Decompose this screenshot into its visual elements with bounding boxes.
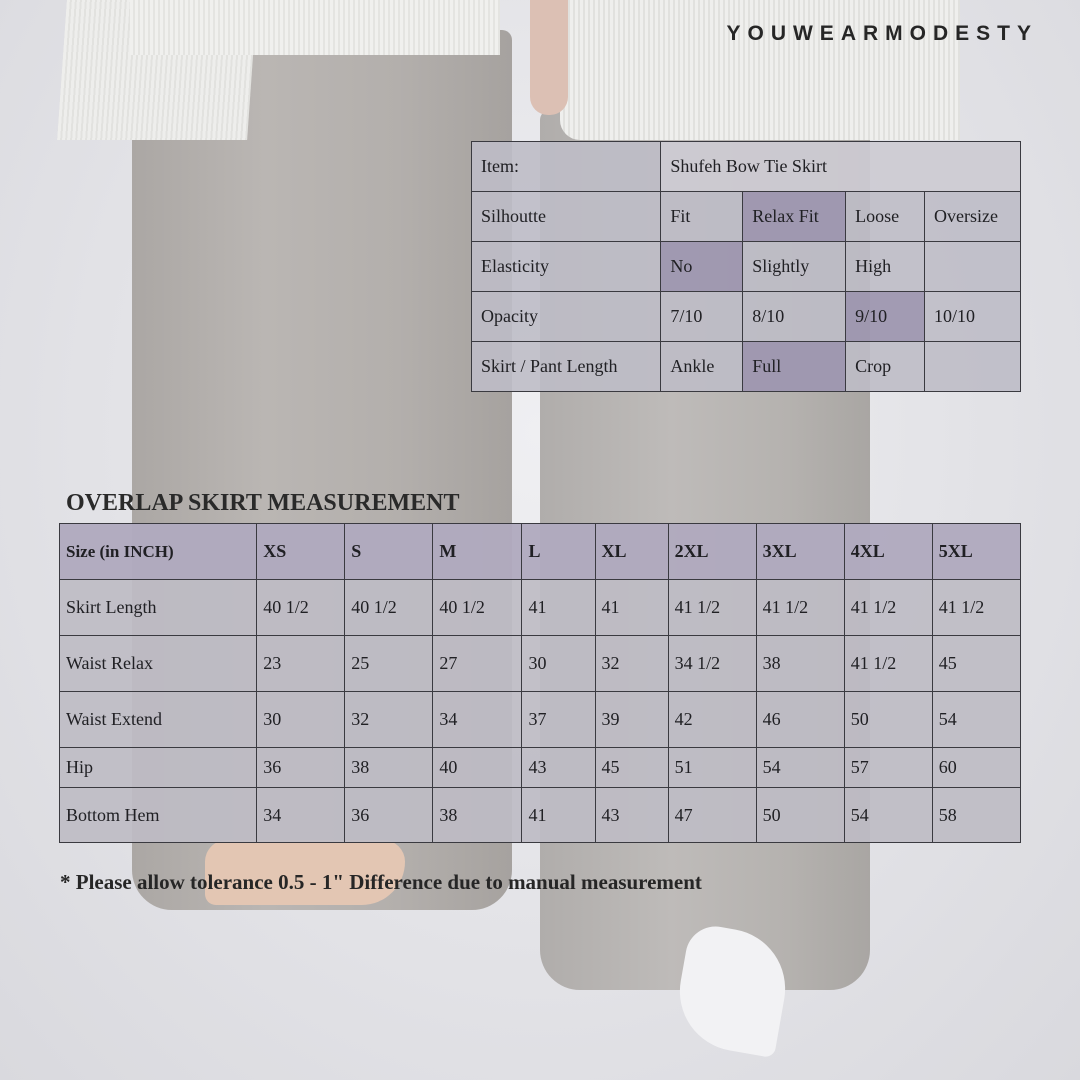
- size-value: 41: [522, 788, 595, 843]
- size-value: 32: [595, 636, 668, 692]
- size-header-cell: 3XL: [756, 524, 844, 580]
- size-value: 40: [433, 748, 522, 788]
- size-value: 41: [522, 580, 595, 636]
- size-value: 30: [522, 636, 595, 692]
- attr-option-empty: [925, 342, 1021, 392]
- size-header-row: [60, 524, 1021, 580]
- size-header-cell: 2XL: [668, 524, 756, 580]
- attr-option-selected: 9/10: [846, 292, 925, 342]
- attr-option: 8/10: [743, 292, 846, 342]
- size-value: 40 1/2: [433, 580, 522, 636]
- size-value: 38: [756, 636, 844, 692]
- size-value: 30: [257, 692, 345, 748]
- attr-option: 10/10: [925, 292, 1021, 342]
- size-value: 38: [433, 788, 522, 843]
- size-value: 37: [522, 692, 595, 748]
- attr-row-length: [472, 342, 1021, 392]
- attr-label: Item:: [472, 142, 661, 192]
- size-value: 36: [257, 748, 345, 788]
- attr-option: 7/10: [661, 292, 743, 342]
- size-value: 41 1/2: [844, 580, 932, 636]
- size-value: 34: [257, 788, 345, 843]
- attr-label: Silhoutte: [472, 192, 661, 242]
- tolerance-note: * Please allow tolerance 0.5 - 1" Difference due to manual measurement: [60, 870, 702, 894]
- size-value: 50: [756, 788, 844, 843]
- attr-option: Oversize: [925, 192, 1021, 242]
- attr-option-selected: Relax Fit: [743, 192, 846, 242]
- size-row-bottom-hem: [60, 788, 1021, 843]
- size-row-hip: [60, 748, 1021, 788]
- row-label: Hip: [60, 748, 257, 788]
- attr-row-opacity: [472, 292, 1021, 342]
- size-value: 34: [433, 692, 522, 748]
- item-name: Shufeh Bow Tie Skirt: [661, 142, 1021, 192]
- measurement-title: OVERLAP SKIRT MEASUREMENT: [66, 490, 460, 516]
- size-value: 36: [345, 788, 433, 843]
- size-value: 41 1/2: [668, 580, 756, 636]
- product-attribute-table: [471, 141, 1021, 392]
- attr-option-selected: No: [661, 242, 743, 292]
- size-value: 27: [433, 636, 522, 692]
- size-value: 58: [932, 788, 1020, 843]
- row-label: Waist Relax: [60, 636, 257, 692]
- size-value: 57: [844, 748, 932, 788]
- size-row-waist-extend: [60, 692, 1021, 748]
- size-row-waist-relax: [60, 636, 1021, 692]
- attr-label: Elasticity: [472, 242, 661, 292]
- size-header-cell: XS: [257, 524, 345, 580]
- attr-option: Crop: [846, 342, 925, 392]
- attr-label: Opacity: [472, 292, 661, 342]
- model-shirt-right: [560, 0, 960, 140]
- size-value: 41 1/2: [756, 580, 844, 636]
- row-label: Bottom Hem: [60, 788, 257, 843]
- size-value: 54: [756, 748, 844, 788]
- size-value: 34 1/2: [668, 636, 756, 692]
- attr-option-selected: Full: [743, 342, 846, 392]
- size-value: 41 1/2: [932, 580, 1020, 636]
- size-header-cell: 5XL: [932, 524, 1020, 580]
- size-measurement-table: [59, 523, 1021, 843]
- size-value: 41 1/2: [844, 636, 932, 692]
- model-shirt-top: [130, 0, 500, 55]
- size-value: 23: [257, 636, 345, 692]
- size-value: 32: [345, 692, 433, 748]
- model-hand: [530, 0, 568, 115]
- row-label: Skirt Length: [60, 580, 257, 636]
- size-header-cell: M: [433, 524, 522, 580]
- size-header-cell: L: [522, 524, 595, 580]
- attr-row-item: [472, 142, 1021, 192]
- attr-label: Skirt / Pant Length: [472, 342, 661, 392]
- size-value: 47: [668, 788, 756, 843]
- size-value: 45: [595, 748, 668, 788]
- size-value: 25: [345, 636, 433, 692]
- size-value: 42: [668, 692, 756, 748]
- attr-row-silhouette: [472, 192, 1021, 242]
- size-header-cell: S: [345, 524, 433, 580]
- row-label: Waist Extend: [60, 692, 257, 748]
- size-value: 43: [522, 748, 595, 788]
- size-row-skirt-length: [60, 580, 1021, 636]
- size-value: 43: [595, 788, 668, 843]
- size-value: 50: [844, 692, 932, 748]
- attr-option: High: [846, 242, 925, 292]
- size-value: 54: [844, 788, 932, 843]
- size-value: 46: [756, 692, 844, 748]
- attr-option: Slightly: [743, 242, 846, 292]
- size-value: 41: [595, 580, 668, 636]
- attr-option-empty: [925, 242, 1021, 292]
- attr-option: Loose: [846, 192, 925, 242]
- size-header-cell: 4XL: [844, 524, 932, 580]
- size-value: 45: [932, 636, 1020, 692]
- size-value: 38: [345, 748, 433, 788]
- size-header-cell: Size (in INCH): [60, 524, 257, 580]
- size-value: 39: [595, 692, 668, 748]
- size-value: 51: [668, 748, 756, 788]
- size-value: 54: [932, 692, 1020, 748]
- size-value: 40 1/2: [257, 580, 345, 636]
- attr-option: Ankle: [661, 342, 743, 392]
- size-value: 40 1/2: [345, 580, 433, 636]
- size-value: 60: [932, 748, 1020, 788]
- brand-logo: YOUWEARMODESTY: [726, 22, 1038, 45]
- size-header-cell: XL: [595, 524, 668, 580]
- attr-row-elasticity: [472, 242, 1021, 292]
- attr-option: Fit: [661, 192, 743, 242]
